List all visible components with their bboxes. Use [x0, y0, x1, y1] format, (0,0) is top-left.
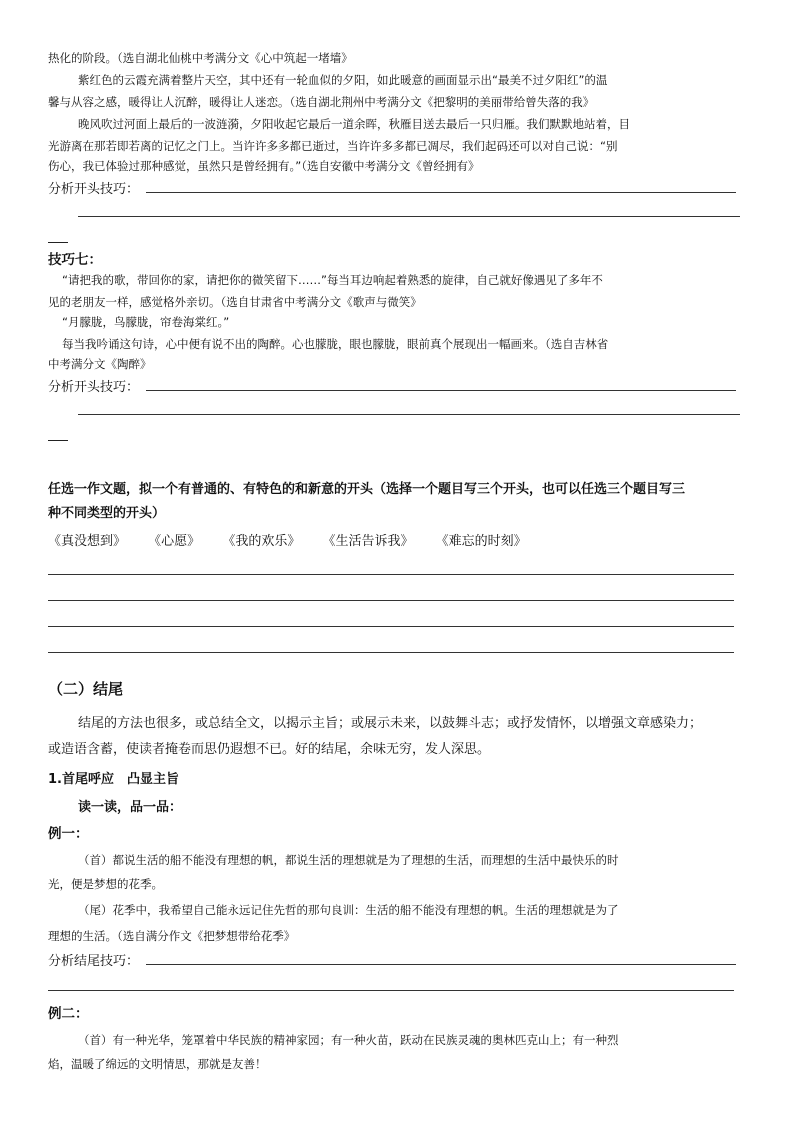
text-line: （尾）花季中，我希望自己能永远记住先哲的那句良训：生活的船不能没有理想的帆。生活的理想就是为了	[78, 903, 619, 917]
text-line: 理想的生活。（选自满分作文《把梦想带给花季》	[48, 929, 296, 943]
text-line: 中考满分文《陶醉》	[48, 357, 152, 371]
text-line: 热化的阶段。（选自湖北仙桃中考满分文《心中筑起一堵墙》	[48, 51, 353, 65]
answer-line[interactable]	[48, 652, 734, 653]
paragraph: 或造语含蓄，使读者掩卷而思仍遐想不已。好的结尾，余味无穷，发人深思。	[48, 742, 491, 757]
analysis-label: 分析开头技巧：	[48, 182, 140, 197]
answer-line[interactable]	[78, 414, 740, 415]
section-heading: （二）结尾	[48, 680, 124, 698]
answer-line[interactable]	[146, 192, 736, 193]
subsection-heading: 1.首尾呼应 凸显主旨	[48, 772, 179, 787]
example-heading: 例一：	[48, 826, 89, 842]
essay-title: 《心愿》	[148, 534, 201, 549]
text-line: 见的老朋友一样，感觉格外亲切。（选自甘肃省中考满分文《歌声与微笑》	[48, 295, 422, 309]
text-line: 每当我吟诵这句诗，心中便有说不出的陶醉。心也朦胧，眼也朦胧，眼前真个展现出一幅画来。（选自吉林省	[62, 337, 609, 351]
answer-line[interactable]	[48, 626, 734, 627]
essay-title: 《难忘的时刻》	[435, 534, 527, 549]
task-prompt: 种不同类型的开头）	[48, 506, 166, 521]
answer-line[interactable]	[48, 990, 734, 991]
text-line: （首）有一种光华，笼罩着中华民族的精神家园；有一种火苗，跃动在民族灵魂的奥林匹克山上；有一种烈	[78, 1033, 619, 1047]
analysis-label: 分析开头技巧：	[48, 380, 140, 395]
example-heading: 例二：	[48, 1006, 89, 1022]
divider	[48, 440, 68, 441]
text-line: 伤心，我已体验过那种感觉，虽然只是曾经拥有。”（选自安徽中考满分文《曾经拥有》	[48, 159, 480, 173]
answer-line[interactable]	[146, 964, 736, 965]
text-line: 光，便是梦想的花季。	[48, 877, 163, 891]
text-line: 焰，温暖了绵远的文明情思，那就是友善！	[48, 1057, 267, 1071]
text-line: “请把我的歌，带回你的家，请把你的微笑留下……”每当耳边响起着熟悉的旋律，自己就好像遇见了多年不	[62, 273, 603, 287]
essay-title: 《我的欢乐》	[222, 534, 301, 549]
answer-line[interactable]	[78, 216, 740, 217]
text-line: “月朦胧，鸟朦胧，帘卷海棠红。”	[62, 315, 230, 329]
answer-line[interactable]	[48, 600, 734, 601]
text-line: 馨与从容之感，暖得让人沉醉，暖得让人迷恋。（选自湖北荆州中考满分文《把黎明的美丽带给曾失落的我》	[48, 95, 595, 109]
answer-line[interactable]	[48, 574, 734, 575]
divider	[48, 242, 68, 243]
text-line: 紫红色的云霞充满着整片天空，其中还有一轮血似的夕阳，如此暖意的画面显示出“最美不过夕阳红”的温	[78, 73, 608, 87]
read-heading: 读一读，品一品：	[78, 800, 183, 815]
technique-heading: 技巧七：	[48, 252, 102, 268]
essay-title: 《真没想到》	[48, 534, 127, 549]
answer-line[interactable]	[146, 390, 736, 391]
essay-title: 《生活告诉我》	[322, 534, 414, 549]
text-line: （首）都说生活的船不能没有理想的帆，都说生活的理想就是为了理想的生活，而理想的生活中最快乐的时	[78, 853, 619, 867]
text-line: 晚风吹过河面上最后的一波涟漪，夕阳收起它最后一道余晖，秋雁目送去最后一只归雁。我们默默地站着，目	[78, 117, 630, 131]
task-prompt: 任选一作文题，拟一个有普通的、有特色的和新意的开头（选择一个题目写三个开头，也可以任选三个题目写三	[48, 482, 686, 497]
analysis-label: 分析结尾技巧：	[48, 954, 140, 969]
essay-title-list	[48, 532, 748, 552]
text-line: 光游离在那若即若离的记忆之门上。当许许多多都已逝过，当许许多多都已凋尽，我们起码还可以对自己说：“别	[48, 139, 618, 153]
paragraph: 结尾的方法也很多，或总结全文，以揭示主旨；或展示未来，以鼓舞斗志；或抒发情怀，以增强文章感染力；	[78, 716, 703, 731]
